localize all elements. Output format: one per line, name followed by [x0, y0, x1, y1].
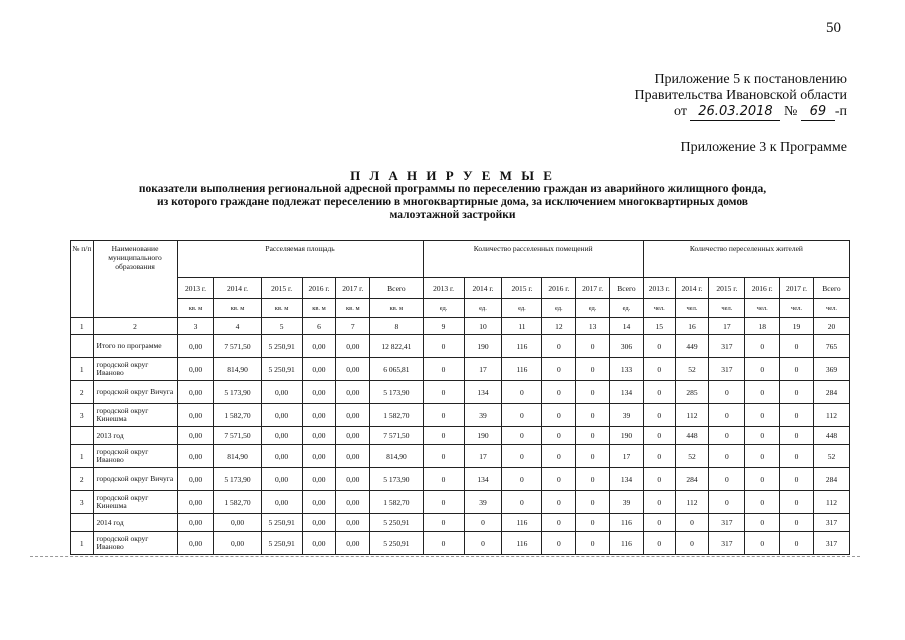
value-cell: 814,90 — [214, 445, 261, 468]
unit-header: ед. — [542, 299, 576, 318]
unit-header: кв. м — [370, 299, 423, 318]
value-cell: 5 173,90 — [214, 468, 261, 491]
row-number: 3 — [71, 404, 94, 427]
value-cell: 0 — [745, 491, 780, 514]
value-cell: 1 582,70 — [214, 491, 261, 514]
value-cell: 0 — [502, 381, 542, 404]
value-cell: 0 — [502, 445, 542, 468]
value-cell: 0 — [423, 335, 464, 358]
value-cell: 0,00 — [261, 404, 302, 427]
value-cell: 0 — [643, 491, 675, 514]
year-header: 2013 г. — [423, 278, 464, 299]
table-row — [71, 445, 850, 468]
value-cell: 0 — [502, 468, 542, 491]
value-cell: 0 — [709, 491, 745, 514]
value-cell: 0 — [780, 491, 814, 514]
value-cell: 39 — [610, 491, 644, 514]
table-row — [71, 532, 850, 555]
value-cell: 317 — [709, 532, 745, 555]
value-cell: 0,00 — [177, 532, 214, 555]
value-cell: 0 — [709, 468, 745, 491]
value-cell: 0 — [643, 445, 675, 468]
value-cell: 814,90 — [370, 445, 423, 468]
value-cell: 449 — [675, 335, 709, 358]
municipality-name: городской округ Кинешма — [93, 404, 177, 427]
municipality-name: городской округ Иваново — [93, 358, 177, 381]
value-cell: 112 — [675, 491, 709, 514]
value-cell: 5 250,91 — [370, 514, 423, 532]
value-cell: 0 — [780, 358, 814, 381]
value-cell: 0,00 — [336, 427, 370, 445]
municipality-name: городской округ Вичуга — [93, 381, 177, 404]
municipality-name: 2013 год — [93, 427, 177, 445]
value-cell: 317 — [709, 514, 745, 532]
year-header: 2014 г. — [464, 278, 502, 299]
value-cell: 0,00 — [302, 468, 336, 491]
column-index: 20 — [813, 318, 849, 335]
year-header: 2014 г. — [675, 278, 709, 299]
year-header: 2017 г. — [576, 278, 610, 299]
value-cell: 0 — [709, 381, 745, 404]
value-cell: 317 — [709, 335, 745, 358]
value-cell: 0 — [502, 491, 542, 514]
subtitle-line1: показатели выполнения региональной адресной программы по переселению граждан из аварийного жилищного фонда, — [138, 183, 767, 195]
value-cell: 39 — [464, 404, 502, 427]
value-cell: 0 — [675, 532, 709, 555]
value-cell: 6 065,81 — [370, 358, 423, 381]
value-cell: 0 — [576, 491, 610, 514]
value-cell: 0,00 — [302, 381, 336, 404]
value-cell: 0 — [576, 381, 610, 404]
column-index: 1 — [71, 318, 94, 335]
value-cell: 0 — [643, 381, 675, 404]
value-cell: 0 — [643, 358, 675, 381]
subtitle-line3: малоэтажной застройки — [389, 209, 516, 221]
table-row — [71, 404, 850, 427]
value-cell: 0 — [502, 427, 542, 445]
appendix-line2: Правительства Ивановской области — [634, 88, 847, 103]
value-cell: 1 582,70 — [370, 491, 423, 514]
value-cell: 116 — [502, 514, 542, 532]
value-cell: 0 — [745, 514, 780, 532]
column-index: 12 — [542, 318, 576, 335]
value-cell: 0 — [542, 427, 576, 445]
year-header: 2015 г. — [709, 278, 745, 299]
unit-header: ед. — [576, 299, 610, 318]
number-sign: № — [783, 104, 798, 119]
year-header: 2015 г. — [261, 278, 302, 299]
column-index: 8 — [370, 318, 423, 335]
unit-header: кв. м — [261, 299, 302, 318]
column-index: 7 — [336, 318, 370, 335]
value-cell: 17 — [610, 445, 644, 468]
municipality-name: городской округ Иваново — [93, 445, 177, 468]
value-cell: 0 — [576, 404, 610, 427]
column-index: 5 — [261, 318, 302, 335]
value-cell: 0 — [745, 532, 780, 555]
value-cell: 0,00 — [302, 427, 336, 445]
value-cell: 0 — [542, 468, 576, 491]
value-cell: 284 — [675, 468, 709, 491]
unit-header: ед. — [464, 299, 502, 318]
value-cell: 116 — [610, 514, 644, 532]
value-cell: 5 250,91 — [261, 335, 302, 358]
appendix-line3 — [635, 104, 847, 121]
year-header: Всего — [813, 278, 849, 299]
header-people-group: Количество переселенных жителей — [643, 241, 849, 278]
value-cell: 5 250,91 — [370, 532, 423, 555]
value-cell: 52 — [813, 445, 849, 468]
value-cell: 190 — [610, 427, 644, 445]
year-header: 2017 г. — [780, 278, 814, 299]
value-cell: 5 173,90 — [214, 381, 261, 404]
value-cell: 0,00 — [336, 514, 370, 532]
value-cell: 0,00 — [336, 381, 370, 404]
value-cell: 0 — [780, 532, 814, 555]
index-row — [71, 318, 850, 335]
table-row — [71, 381, 850, 404]
column-index: 11 — [502, 318, 542, 335]
row-number: 1 — [71, 532, 94, 555]
year-header: Всего — [370, 278, 423, 299]
number-suffix: -п — [834, 104, 847, 119]
value-cell: 0,00 — [261, 427, 302, 445]
table-row — [71, 491, 850, 514]
value-cell: 0 — [745, 358, 780, 381]
row-number: 3 — [71, 491, 94, 514]
value-cell: 0 — [423, 468, 464, 491]
value-cell: 284 — [813, 381, 849, 404]
value-cell: 317 — [813, 532, 849, 555]
bottom-scan-line — [30, 556, 860, 557]
document-title: П Л А Н И Р У Е М Ы Е — [350, 168, 555, 183]
value-cell: 0,00 — [261, 468, 302, 491]
row-number — [71, 427, 94, 445]
value-cell: 12 822,41 — [370, 335, 423, 358]
value-cell: 0,00 — [177, 514, 214, 532]
value-cell: 52 — [675, 445, 709, 468]
table-row — [71, 335, 850, 358]
value-cell: 0 — [745, 427, 780, 445]
column-index: 19 — [780, 318, 814, 335]
row-number: 2 — [71, 381, 94, 404]
row-number — [71, 335, 94, 358]
year-header: 2017 г. — [336, 278, 370, 299]
value-cell: 0 — [780, 427, 814, 445]
indicators-table — [70, 240, 850, 555]
value-cell: 39 — [464, 491, 502, 514]
value-cell: 116 — [610, 532, 644, 555]
unit-header: ед. — [502, 299, 542, 318]
value-cell: 133 — [610, 358, 644, 381]
value-cell: 0 — [423, 427, 464, 445]
value-cell: 0 — [423, 491, 464, 514]
value-cell: 814,90 — [214, 358, 261, 381]
value-cell: 5 250,91 — [261, 532, 302, 555]
value-cell: 112 — [813, 404, 849, 427]
header-num: № п/п — [71, 241, 94, 318]
value-cell: 112 — [675, 404, 709, 427]
year-header-row — [71, 278, 850, 299]
value-cell: 317 — [709, 358, 745, 381]
unit-header: кв. м — [214, 299, 261, 318]
header-rooms-group: Количество расселенных помещений — [423, 241, 643, 278]
value-cell: 0,00 — [177, 427, 214, 445]
row-number: 2 — [71, 468, 94, 491]
row-number: 1 — [71, 445, 94, 468]
value-cell: 190 — [464, 335, 502, 358]
row-number — [71, 514, 94, 532]
value-cell: 0,00 — [177, 335, 214, 358]
value-cell: 1 582,70 — [214, 404, 261, 427]
appendix-header — [635, 72, 847, 121]
value-cell: 0 — [709, 427, 745, 445]
value-cell: 0 — [780, 514, 814, 532]
column-index: 15 — [643, 318, 675, 335]
value-cell: 0 — [576, 427, 610, 445]
value-cell: 0,00 — [336, 445, 370, 468]
value-cell: 0,00 — [177, 445, 214, 468]
column-index: 14 — [610, 318, 644, 335]
value-cell: 0,00 — [302, 514, 336, 532]
column-index: 17 — [709, 318, 745, 335]
value-cell: 7 571,50 — [370, 427, 423, 445]
column-index: 4 — [214, 318, 261, 335]
value-cell: 0 — [542, 445, 576, 468]
value-cell: 0 — [542, 381, 576, 404]
value-cell: 0 — [464, 514, 502, 532]
value-cell: 317 — [813, 514, 849, 532]
value-cell: 0 — [542, 335, 576, 358]
unit-header: чел. — [709, 299, 745, 318]
value-cell: 0 — [576, 468, 610, 491]
value-cell: 0 — [542, 404, 576, 427]
value-cell: 0,00 — [177, 491, 214, 514]
value-cell: 17 — [464, 358, 502, 381]
value-cell: 0,00 — [302, 358, 336, 381]
handwritten-number: 69 — [801, 104, 835, 121]
value-cell: 0 — [709, 445, 745, 468]
appendix-program: Приложение 3 к Программе — [680, 140, 847, 155]
unit-header-row — [71, 299, 850, 318]
value-cell: 765 — [813, 335, 849, 358]
value-cell: 0 — [542, 532, 576, 555]
value-cell: 0,00 — [302, 404, 336, 427]
value-cell: 134 — [464, 381, 502, 404]
value-cell: 0,00 — [261, 381, 302, 404]
value-cell: 306 — [610, 335, 644, 358]
table-row — [71, 468, 850, 491]
municipality-name: городской округ Кинешма — [93, 491, 177, 514]
value-cell: 0 — [780, 381, 814, 404]
value-cell: 0 — [643, 404, 675, 427]
value-cell: 0 — [464, 532, 502, 555]
value-cell: 0 — [423, 404, 464, 427]
header-name: Наименование муниципального образования — [93, 241, 177, 318]
value-cell: 0 — [643, 532, 675, 555]
unit-header: чел. — [813, 299, 849, 318]
value-cell: 0 — [780, 445, 814, 468]
value-cell: 0 — [576, 445, 610, 468]
value-cell: 112 — [813, 491, 849, 514]
value-cell: 0,00 — [302, 532, 336, 555]
value-cell: 0 — [643, 468, 675, 491]
column-index: 6 — [302, 318, 336, 335]
column-index: 10 — [464, 318, 502, 335]
value-cell: 0 — [542, 358, 576, 381]
value-cell: 0 — [542, 514, 576, 532]
unit-header: чел. — [780, 299, 814, 318]
value-cell: 0 — [576, 514, 610, 532]
value-cell: 0 — [675, 514, 709, 532]
value-cell: 0 — [423, 381, 464, 404]
year-header: 2015 г. — [502, 278, 542, 299]
unit-header: чел. — [745, 299, 780, 318]
value-cell: 0 — [709, 404, 745, 427]
unit-header: чел. — [643, 299, 675, 318]
value-cell: 448 — [675, 427, 709, 445]
value-cell: 5 250,91 — [261, 358, 302, 381]
table-row — [71, 514, 850, 532]
year-header: 2013 г. — [643, 278, 675, 299]
municipality-name: 2014 год — [93, 514, 177, 532]
value-cell: 0 — [643, 427, 675, 445]
value-cell: 0,00 — [302, 445, 336, 468]
unit-header: чел. — [675, 299, 709, 318]
year-header: Всего — [610, 278, 644, 299]
year-header: 2016 г. — [542, 278, 576, 299]
column-index: 18 — [745, 318, 780, 335]
year-header: 2014 г. — [214, 278, 261, 299]
value-cell: 285 — [675, 381, 709, 404]
header-area-group: Расселяемая площадь — [177, 241, 423, 278]
appendix-line1: Приложение 5 к постановлению — [654, 72, 847, 87]
municipality-name: городской округ Иваново — [93, 532, 177, 555]
value-cell: 448 — [813, 427, 849, 445]
value-cell: 0 — [423, 514, 464, 532]
value-cell: 0 — [643, 514, 675, 532]
value-cell: 0,00 — [336, 404, 370, 427]
value-cell: 0,00 — [302, 491, 336, 514]
value-cell: 0,00 — [177, 468, 214, 491]
table-row — [71, 427, 850, 445]
value-cell: 0 — [745, 404, 780, 427]
value-cell: 0,00 — [177, 381, 214, 404]
value-cell: 0 — [423, 532, 464, 555]
value-cell: 0,00 — [177, 358, 214, 381]
column-index: 3 — [177, 318, 214, 335]
value-cell: 0,00 — [261, 445, 302, 468]
year-header: 2013 г. — [177, 278, 214, 299]
value-cell: 0,00 — [336, 335, 370, 358]
value-cell: 116 — [502, 335, 542, 358]
value-cell: 0 — [745, 445, 780, 468]
value-cell: 0 — [780, 468, 814, 491]
value-cell: 0 — [502, 404, 542, 427]
value-cell: 134 — [464, 468, 502, 491]
subtitle-line2: из которого граждане подлежат переселению в многоквартирные дома, за исключением многоквартирных домов — [156, 196, 748, 208]
value-cell: 0 — [576, 358, 610, 381]
unit-header: кв. м — [302, 299, 336, 318]
value-cell: 284 — [813, 468, 849, 491]
value-cell: 0,00 — [177, 404, 214, 427]
value-cell: 0 — [576, 335, 610, 358]
unit-header: ед. — [423, 299, 464, 318]
value-cell: 0,00 — [261, 491, 302, 514]
value-cell: 0 — [542, 491, 576, 514]
column-index: 13 — [576, 318, 610, 335]
value-cell: 369 — [813, 358, 849, 381]
value-cell: 7 571,50 — [214, 335, 261, 358]
value-cell: 0,00 — [336, 532, 370, 555]
handwritten-date: 26.03.2018 — [690, 104, 780, 121]
value-cell: 0 — [423, 445, 464, 468]
value-cell: 134 — [610, 468, 644, 491]
value-cell: 0,00 — [336, 491, 370, 514]
value-cell: 17 — [464, 445, 502, 468]
row-number: 1 — [71, 358, 94, 381]
value-cell: 0 — [780, 404, 814, 427]
unit-header: кв. м — [177, 299, 214, 318]
value-cell: 116 — [502, 358, 542, 381]
year-header: 2016 г. — [745, 278, 780, 299]
table-row — [71, 358, 850, 381]
value-cell: 1 582,70 — [370, 404, 423, 427]
value-cell: 5 250,91 — [261, 514, 302, 532]
value-cell: 0 — [780, 335, 814, 358]
municipality-name: городской округ Вичуга — [93, 468, 177, 491]
value-cell: 0,00 — [214, 532, 261, 555]
value-cell: 116 — [502, 532, 542, 555]
value-cell: 0,00 — [214, 514, 261, 532]
unit-header: ед. — [610, 299, 644, 318]
from-prefix: от — [674, 104, 687, 119]
column-index: 9 — [423, 318, 464, 335]
value-cell: 0 — [423, 358, 464, 381]
value-cell: 39 — [610, 404, 644, 427]
value-cell: 0 — [643, 335, 675, 358]
value-cell: 5 173,90 — [370, 381, 423, 404]
document-subtitle — [0, 183, 905, 222]
column-index: 16 — [675, 318, 709, 335]
value-cell: 190 — [464, 427, 502, 445]
value-cell: 0 — [745, 468, 780, 491]
municipality-name: Итого по программе — [93, 335, 177, 358]
value-cell: 0 — [745, 335, 780, 358]
value-cell: 0,00 — [336, 358, 370, 381]
value-cell: 52 — [675, 358, 709, 381]
page-number: 50 — [826, 20, 841, 36]
value-cell: 0,00 — [302, 335, 336, 358]
value-cell: 134 — [610, 381, 644, 404]
column-index: 2 — [93, 318, 177, 335]
value-cell: 5 173,90 — [370, 468, 423, 491]
value-cell: 0 — [745, 381, 780, 404]
year-header: 2016 г. — [302, 278, 336, 299]
value-cell: 7 571,50 — [214, 427, 261, 445]
table-body — [71, 318, 850, 555]
unit-header: кв. м — [336, 299, 370, 318]
value-cell: 0 — [576, 532, 610, 555]
value-cell: 0,00 — [336, 468, 370, 491]
